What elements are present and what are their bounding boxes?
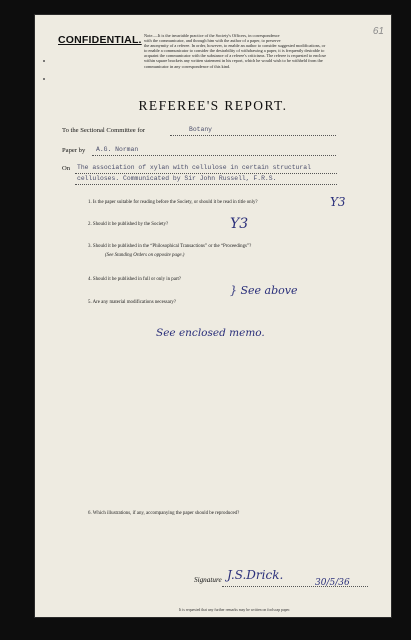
- paper-title-line-2: celluloses. Communicated by Sir John Russell, F.R.S.: [77, 175, 277, 182]
- note-line: Note.—It is the invariable practice of the Society's Officers, in correspondence: [144, 33, 280, 38]
- paper-by-label: Paper by: [62, 147, 86, 154]
- committee-label: To the Sectional Committee for: [62, 127, 146, 134]
- page-number-mark: 61: [372, 26, 384, 37]
- binding-hole-mark: [43, 78, 45, 80]
- note-line: acquaint the communicator with the substance of a referee's criticisms. The referee is requested to enclose: [144, 53, 327, 59]
- footnote: It is requested that any further remarks may be written on foolscap paper.: [179, 608, 291, 612]
- answer-1: Y3: [330, 195, 346, 209]
- signature-date: 30/5/36: [315, 578, 350, 588]
- answer-2: Y3: [230, 216, 249, 232]
- paper-by-rule: [92, 155, 336, 156]
- note-line: with the communicator, and through him with the author of a paper, to preserve: [144, 38, 281, 44]
- note-line: within square brackets any written statement in his report, which he would wish to be withheld from the: [144, 58, 323, 64]
- signature-rule: [222, 586, 368, 587]
- form-title: REFEREE'S REPORT.: [138, 98, 288, 113]
- referee-report-form: [34, 14, 392, 618]
- confidentiality-note: [144, 33, 382, 69]
- signature-label: Signature: [194, 576, 222, 584]
- signature: J.S.Drick.: [227, 568, 284, 582]
- note-line: to enable a communicator to consider the desirability of withdrawing a paper, it is frequently desirable to: [144, 48, 325, 54]
- title-rule-2: [75, 184, 337, 185]
- question-3-note: (See Standing Orders on opposite page.): [105, 253, 185, 258]
- question-3: 3. Should it be published in the “Philosophical Transactions” or the “Proceedings”?: [88, 244, 252, 249]
- note-line: communicator in any correspondence of this kind.: [144, 63, 231, 69]
- answer-4-5: } See above: [230, 284, 298, 297]
- remarks: See enclosed memo.: [156, 327, 265, 339]
- question-1: 1. Is the paper suitable for reading before the Society, or should it be read in title only?: [88, 200, 258, 205]
- confidential-label: CONFIDENTIAL.: [58, 34, 142, 46]
- question-2: 2. Should it be published by the Society?: [88, 222, 169, 227]
- committee-value: Botany: [189, 126, 213, 133]
- paper-title-line-1: The association of xylan with cellulose in certain structural: [77, 164, 311, 171]
- question-4: 4. Should it be published in full or only in part?: [88, 277, 182, 282]
- binding-hole-mark: [43, 60, 45, 62]
- question-5: 5. Are any material modifications necessary?: [88, 300, 176, 305]
- title-rule-1: [75, 173, 337, 174]
- question-6: 6. Which illustrations, if any, accompanying the paper should be reproduced?: [88, 511, 240, 516]
- on-label: On: [62, 165, 71, 172]
- paper-author: A.G. Norman: [96, 146, 139, 153]
- note-line: the anonymity of a referee. In order, however, to enable an author to consider suggested modifications, or: [144, 43, 326, 49]
- committee-rule: [170, 135, 336, 136]
